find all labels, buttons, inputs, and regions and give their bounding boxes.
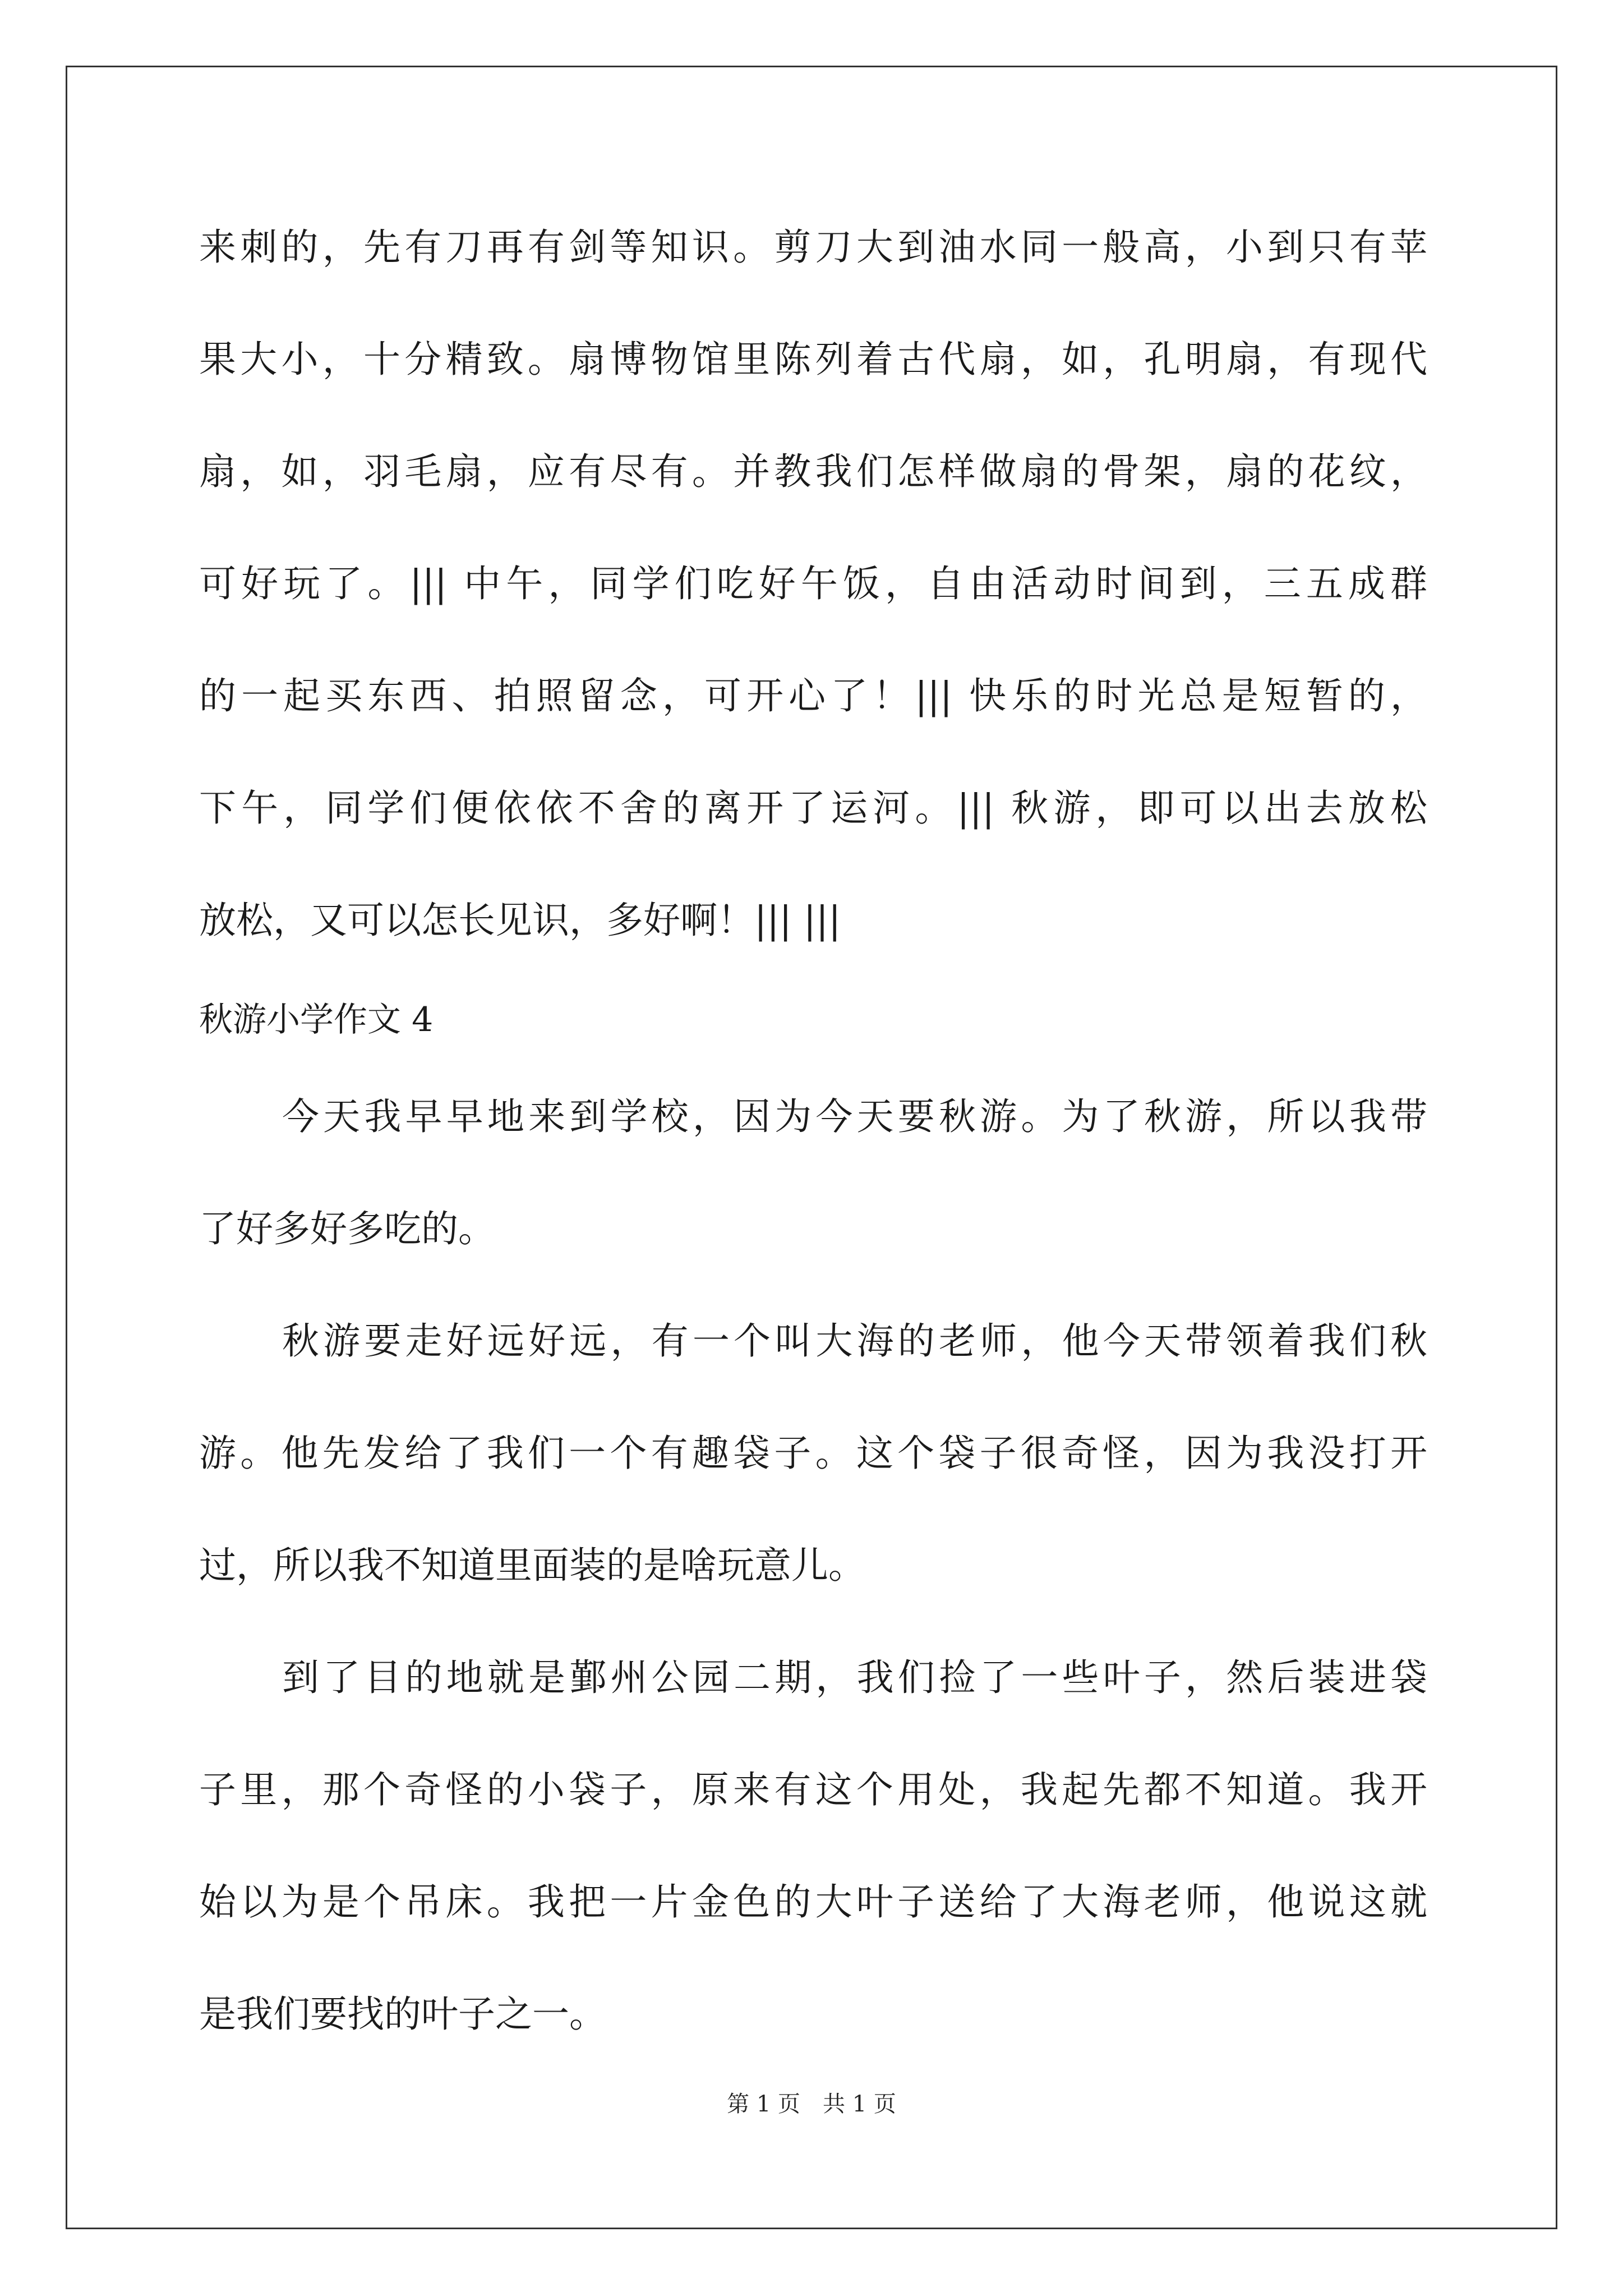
text-line: 了好多好多吃的。 xyxy=(199,1207,495,1250)
text-line: 是我们要找的叶子之一。 xyxy=(199,1993,606,2036)
text-line: 可好玩了。||| 中午，同学们吃好午饭，自由活动时间到，三五成群 xyxy=(199,562,1427,605)
text-line: 下午，同学们便依依不舍的离开了运河。||| 秋游，即可以出去放松 xyxy=(199,786,1427,830)
text-line: 的一起买东西、拍照留念，可开心了！||| 快乐的时光总是短暂的， xyxy=(199,674,1427,717)
paragraph-first-line: 到了目的地就是鄞州公园二期，我们捡了一些叶子，然后装进袋 xyxy=(282,1656,1427,1699)
text-line: 子里，那个奇怪的小袋子，原来有这个用处，我起先都不知道。我开 xyxy=(199,1768,1427,1811)
paragraph-first-line: 秋游要走好远好远，有一个叫大海的老师，他今天带领着我们秋 xyxy=(282,1319,1427,1363)
section-heading: 秋游小学作文 4 xyxy=(199,1000,434,1039)
text-line: 过，所以我不知道里面装的是啥玩意儿。 xyxy=(199,1544,865,1587)
text-line: 始以为是个吊床。我把一片金色的大叶子送给了大海老师，他说这就 xyxy=(199,1880,1427,1924)
text-line: 果大小，十分精致。扇博物馆里陈列着古代扇，如，孔明扇，有现代 xyxy=(199,338,1427,381)
page-total: 共 1 页 xyxy=(823,2091,896,2117)
page-footer xyxy=(0,2090,1623,2118)
text-line: 扇，如，羽毛扇，应有尽有。并教我们怎样做扇的骨架，扇的花纹， xyxy=(199,450,1427,493)
paragraph-first-line: 今天我早早地来到学校，因为今天要秋游。为了秋游，所以我带 xyxy=(282,1095,1427,1138)
text-line: 来刺的，先有刀再有剑等知识。剪刀大到油水同一般高，小到只有苹 xyxy=(199,226,1427,269)
text-line: 放松，又可以怎长见识，多好啊！||| ||| xyxy=(199,899,841,942)
page-number: 第 1 页 xyxy=(727,2091,800,2117)
text-line: 游。他先发给了我们一个有趣袋子。这个袋子很奇怪，因为我没打开 xyxy=(199,1432,1427,1475)
